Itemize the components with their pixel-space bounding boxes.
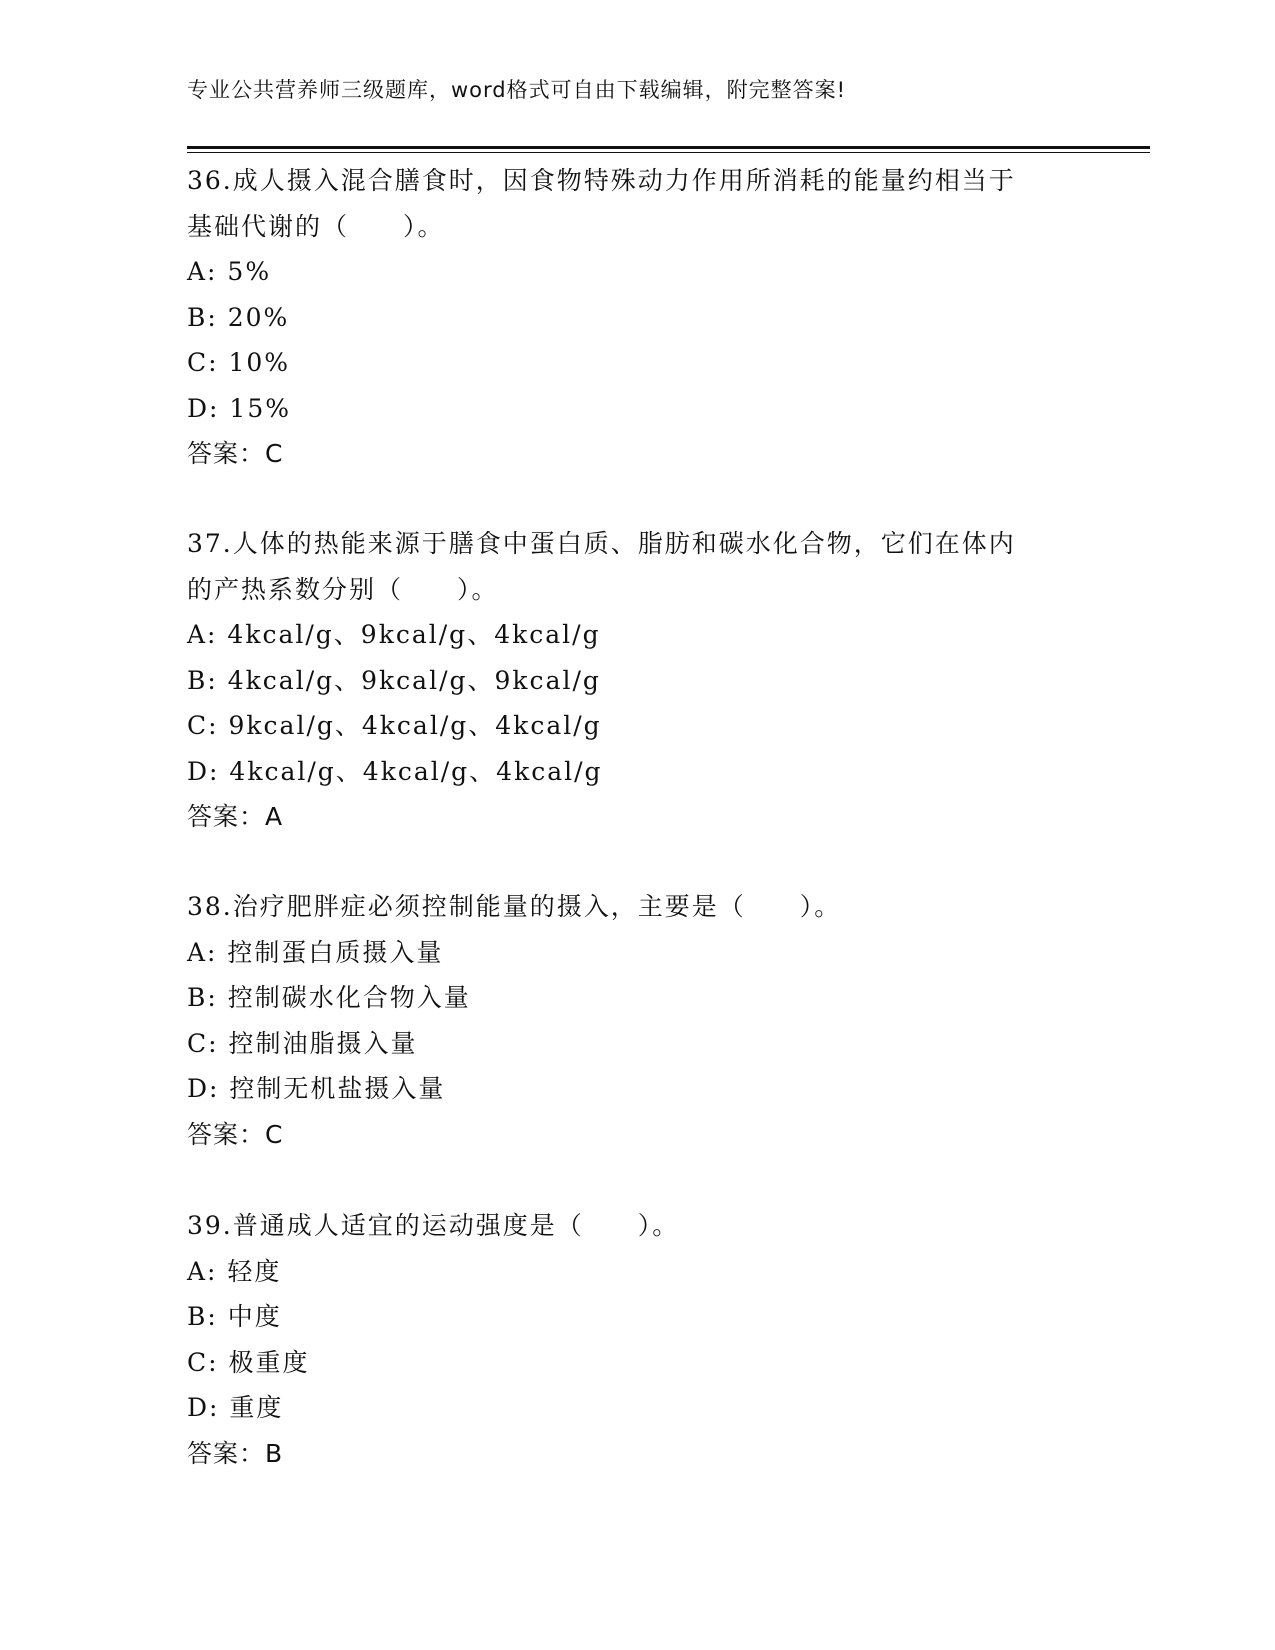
question-36 bbox=[187, 158, 1087, 477]
question-stem-line: 38.治疗肥胖症必须控制能量的摄入，主要是（ ）。 bbox=[187, 892, 842, 921]
answer: 答案：B bbox=[187, 1438, 284, 1468]
answer: 答案：A bbox=[187, 802, 284, 831]
question-stem-line: 39.普通成人适宜的运动强度是（ ）。 bbox=[187, 1211, 680, 1240]
option-d: D: 15% bbox=[187, 393, 291, 423]
option-b: B: 中度 bbox=[187, 1302, 282, 1331]
option-c: C: 9kcal/g、4kcal/g、4kcal/g bbox=[187, 711, 602, 740]
question-37 bbox=[187, 521, 1087, 840]
document-header: 专业公共营养师三级题库，word格式可自由下载编辑，附完整答案! bbox=[187, 78, 847, 102]
option-a: A: 控制蛋白质摄入量 bbox=[187, 937, 444, 967]
question-stem-line: 的产热系数分别（ ）。 bbox=[187, 574, 499, 604]
question-stem-line: 37.人体的热能来源于膳食中蛋白质、脂肪和碳水化合物，它们在体内 bbox=[187, 529, 1016, 558]
option-a: A: 5% bbox=[187, 257, 272, 286]
option-d: D: 控制无机盐摄入量 bbox=[187, 1074, 446, 1103]
answer: 答案：C bbox=[187, 439, 284, 468]
question-stem-line: 36.成人摄入混合膳食时，因食物特殊动力作用所消耗的能量约相当于 bbox=[187, 166, 1016, 195]
header-rule-thick bbox=[187, 146, 1150, 149]
question-38 bbox=[187, 884, 1087, 1157]
option-b: B: 20% bbox=[187, 302, 290, 332]
option-d: D: 重度 bbox=[187, 1393, 284, 1422]
option-a: A: 4kcal/g、9kcal/g、4kcal/g bbox=[187, 620, 601, 649]
option-b: B: 4kcal/g、9kcal/g、9kcal/g bbox=[187, 665, 601, 695]
option-c: C: 控制油脂摄入量 bbox=[187, 1028, 418, 1058]
option-c: C: 极重度 bbox=[187, 1347, 310, 1377]
question-stem-line: 基础代谢的（ ）。 bbox=[187, 211, 445, 241]
option-d: D: 4kcal/g、4kcal/g、4kcal/g bbox=[187, 756, 603, 786]
option-c: C: 10% bbox=[187, 348, 291, 377]
option-a: A: 轻度 bbox=[187, 1256, 282, 1286]
header-rule-thin bbox=[187, 152, 1150, 153]
answer: 答案：C bbox=[187, 1119, 284, 1149]
question-39 bbox=[187, 1203, 1087, 1476]
option-b: B: 控制碳水化合物入量 bbox=[187, 983, 471, 1012]
